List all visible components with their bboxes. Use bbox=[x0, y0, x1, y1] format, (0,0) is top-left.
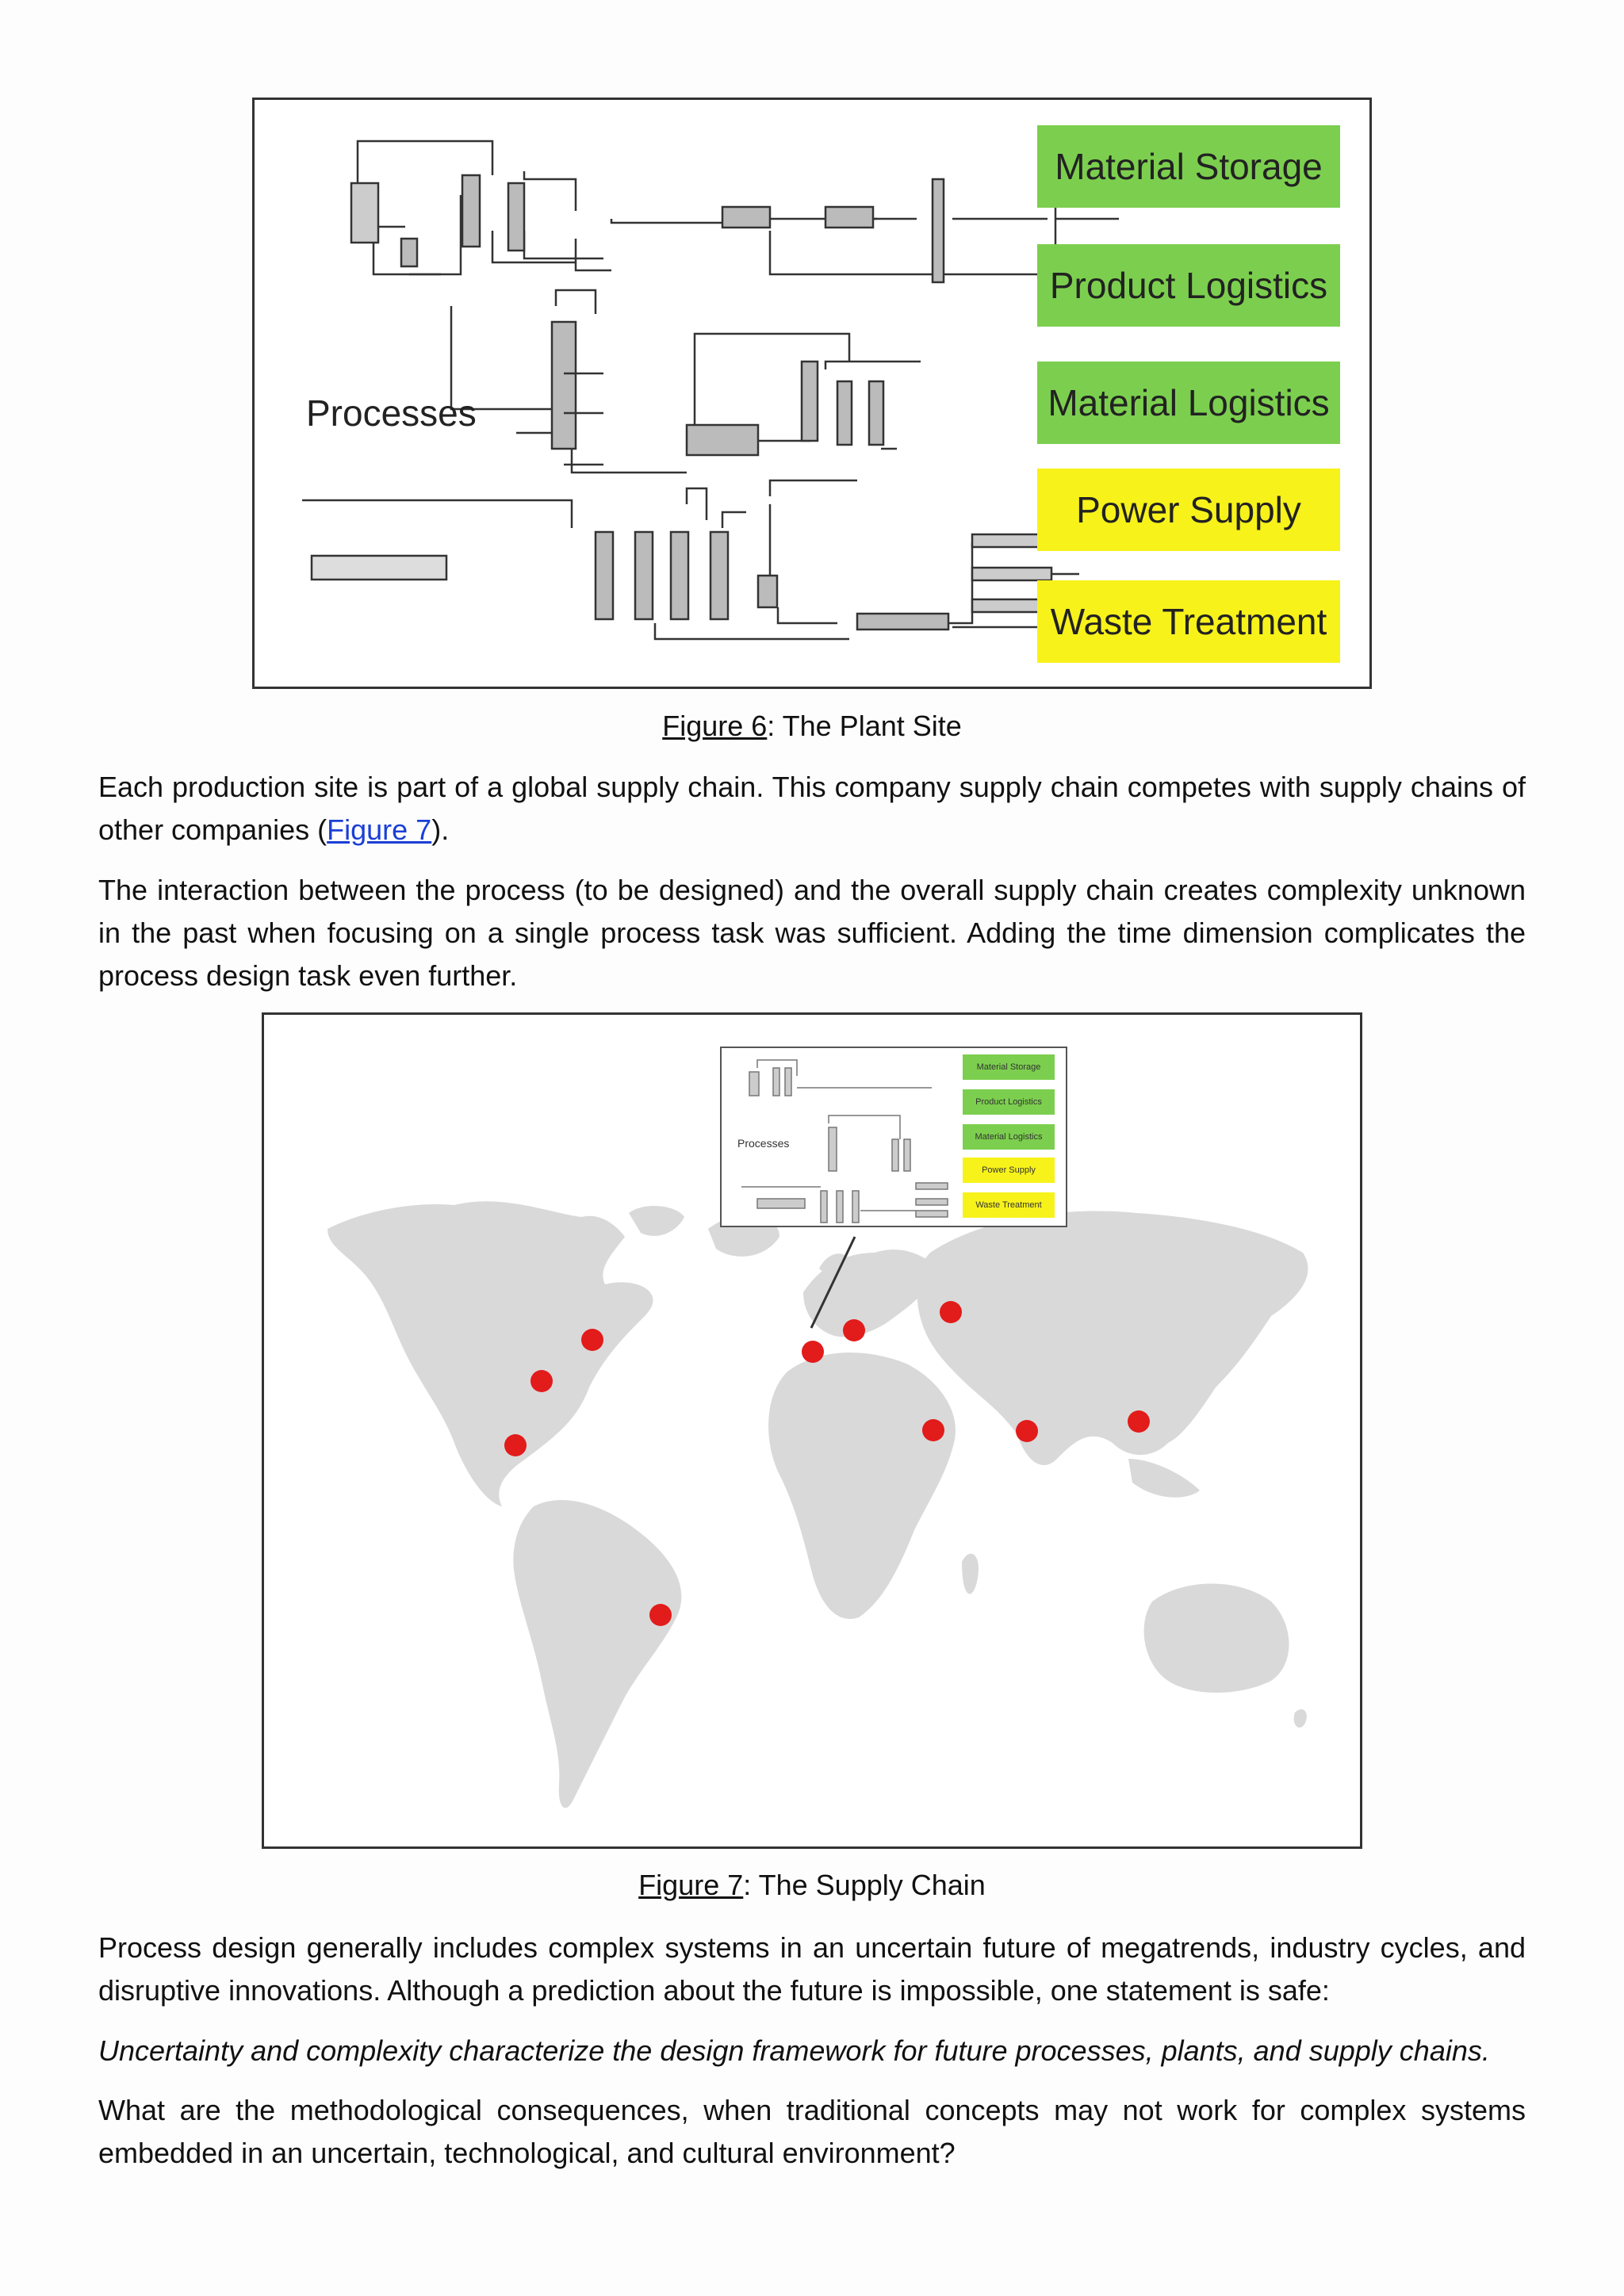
site-marker bbox=[1128, 1410, 1150, 1433]
paragraph-1 bbox=[98, 766, 1526, 851]
legend-product-logistics: Product Logistics bbox=[1037, 244, 1340, 327]
processes-label: Processes bbox=[306, 392, 477, 434]
paragraph-3: Process design generally includes complex systems in an uncertain future of megatrends, industry cycles, and disruptive innovations. Although a prediction about the future is impossible, one statement is safe: bbox=[98, 1931, 1526, 2007]
site-marker bbox=[843, 1319, 865, 1341]
legend-material-storage: Material Storage bbox=[1037, 125, 1340, 208]
site-marker bbox=[530, 1370, 553, 1392]
australia-shape bbox=[1144, 1584, 1289, 1693]
inset-legend-material-logistics: Material Logistics bbox=[963, 1124, 1055, 1150]
site-marker bbox=[581, 1329, 603, 1351]
legend-power-supply: Power Supply bbox=[1037, 469, 1340, 551]
figure-6-ref: Figure 6 bbox=[662, 710, 768, 742]
africa-shape bbox=[768, 1353, 956, 1619]
paragraph-5: What are the methodological consequences, when traditional concepts may not work for complex systems embedded in an uncertain, technological, and cultural environment? bbox=[98, 2094, 1526, 2169]
paragraph-1-text: Each production site is part of a global supply chain. This company supply chain competes with supply chains of other companies ( bbox=[98, 771, 1526, 846]
south-america-shape bbox=[513, 1500, 681, 1808]
figure-6-plant-site bbox=[252, 98, 1372, 689]
site-marker bbox=[504, 1434, 527, 1456]
site-marker bbox=[940, 1301, 962, 1323]
figure-6-caption-text: : The Plant Site bbox=[767, 710, 962, 742]
legend-material-logistics: Material Logistics bbox=[1037, 362, 1340, 444]
site-marker bbox=[1016, 1420, 1038, 1442]
figure-7-ref: Figure 7 bbox=[638, 1869, 744, 1901]
asia-shape bbox=[917, 1211, 1308, 1465]
plant-site-inset bbox=[720, 1047, 1067, 1227]
figure-7-caption bbox=[0, 1869, 1624, 1902]
site-marker bbox=[922, 1419, 944, 1441]
inset-legend-product-logistics: Product Logistics bbox=[963, 1089, 1055, 1115]
figure-7-supply-chain bbox=[262, 1012, 1362, 1849]
site-marker bbox=[649, 1604, 672, 1626]
figure-6-caption bbox=[0, 710, 1624, 743]
inset-legend-material-storage: Material Storage bbox=[963, 1054, 1055, 1080]
figure-7-link[interactable]: Figure 7 bbox=[327, 813, 432, 846]
inset-legend-waste-treatment: Waste Treatment bbox=[963, 1192, 1055, 1218]
north-america-shape bbox=[327, 1201, 653, 1506]
inset-legend-power-supply: Power Supply bbox=[963, 1158, 1055, 1183]
legend-waste-treatment: Waste Treatment bbox=[1037, 580, 1340, 663]
site-marker bbox=[802, 1341, 824, 1363]
paragraph-1-tail: ). bbox=[431, 813, 450, 846]
figure-7-caption-text: : The Supply Chain bbox=[743, 1869, 986, 1901]
inset-processes-label: Processes bbox=[737, 1137, 790, 1150]
paragraph-4-italic: Uncertainty and complexity characterize the design framework for future processes, plants, and supply chains. bbox=[98, 2034, 1490, 2067]
paragraph-2: The interaction between the process (to be designed) and the overall supply chain creates complexity unknown in the past when focusing on a single process task was sufficient. Adding the time dimension complicates the process design task even further. bbox=[98, 874, 1526, 992]
